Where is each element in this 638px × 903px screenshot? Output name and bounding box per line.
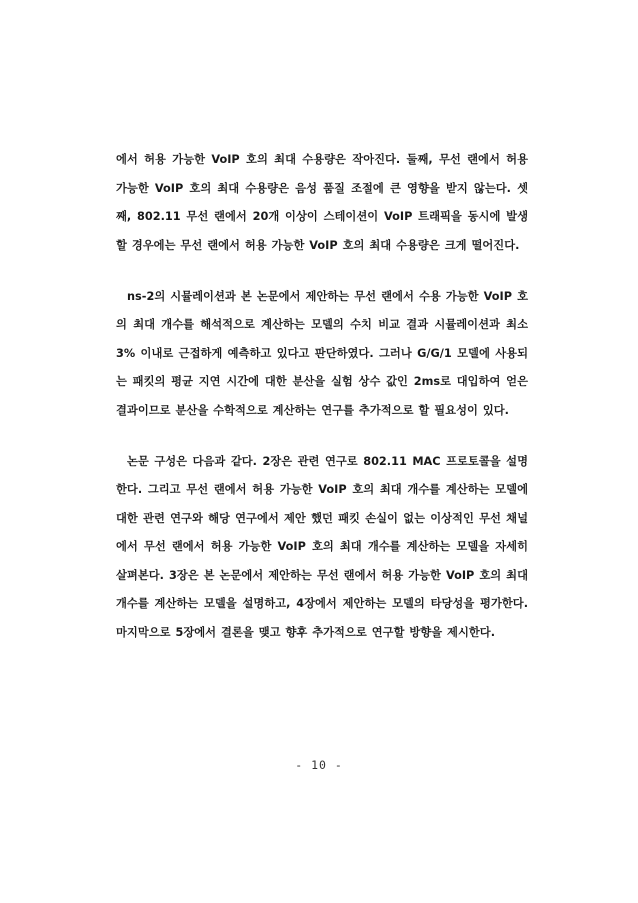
body-text [116,146,528,647]
paragraph-simulation-comparison: ns-2의 시뮬레이션과 본 논문에서 제안하는 무선 랜에서 수용 가능한 VoIP 호의 최대 개수를 해석적으로 계산하는 모델의 수치 비교 결과 시뮬레이션과 최소 3% 이내로 근접하게 예측하고 있다고 판단하였다. 그러나 G/G/1 모델에 사용되는 패킷의 평균 지연 시간에 대한 분산을 실험 상수 값인 2ms로 대입하여 얻은 결과이므로 분산을 수학적으로 계산하는 연구를 추가적으로 할 필요성이 있다. [116,289,528,417]
paragraph-continuation: 에서 허용 가능한 VoIP 호의 최대 수용량은 작아진다. 둘째, 무선 랜에서 허용 가능한 VoIP 호의 최대 수용량은 음성 품질 조절에 큰 영향을 받지 않는다. 셋째, 802.11 무선 랜에서 20개 이상이 스테이션이 VoIP 트래픽을 동시에 발생할 경우에는 무선 랜에서 허용 가능한 VoIP 호의 최대 수용량은 크게 떨어진다. [116,153,528,252]
paragraph-spacer [116,260,528,283]
paragraph-paper-structure: 논문 구성은 다음과 같다. 2장은 관련 연구로 802.11 MAC 프로토콜을 설명한다. 그리고 무선 랜에서 허용 가능한 VoIP 호의 최대 개수를 계산하는 모델에 대한 관련 연구와 해당 연구에서 제안 했던 패킷 손실이 없는 이상적인 무선 채널에서 무선 랜에서 허용 가능한 VoIP 호의 최대 개수를 계산하는 모델을 자세히 살펴본다. 3장은 본 논문에서 제안하는 무선 랜에서 허용 가능한 VoIP 호의 최대 개수를 계산하는 모델을 설명하고, 4장에서 제안하는 모델의 타당성을 평가한다. 마지막으로 5장에서 결론을 맺고 향후 추가적으로 연구할 방향을 제시한다. [116,454,528,639]
page-number: - 10 - [295,758,343,772]
paragraph-spacer [116,425,528,448]
